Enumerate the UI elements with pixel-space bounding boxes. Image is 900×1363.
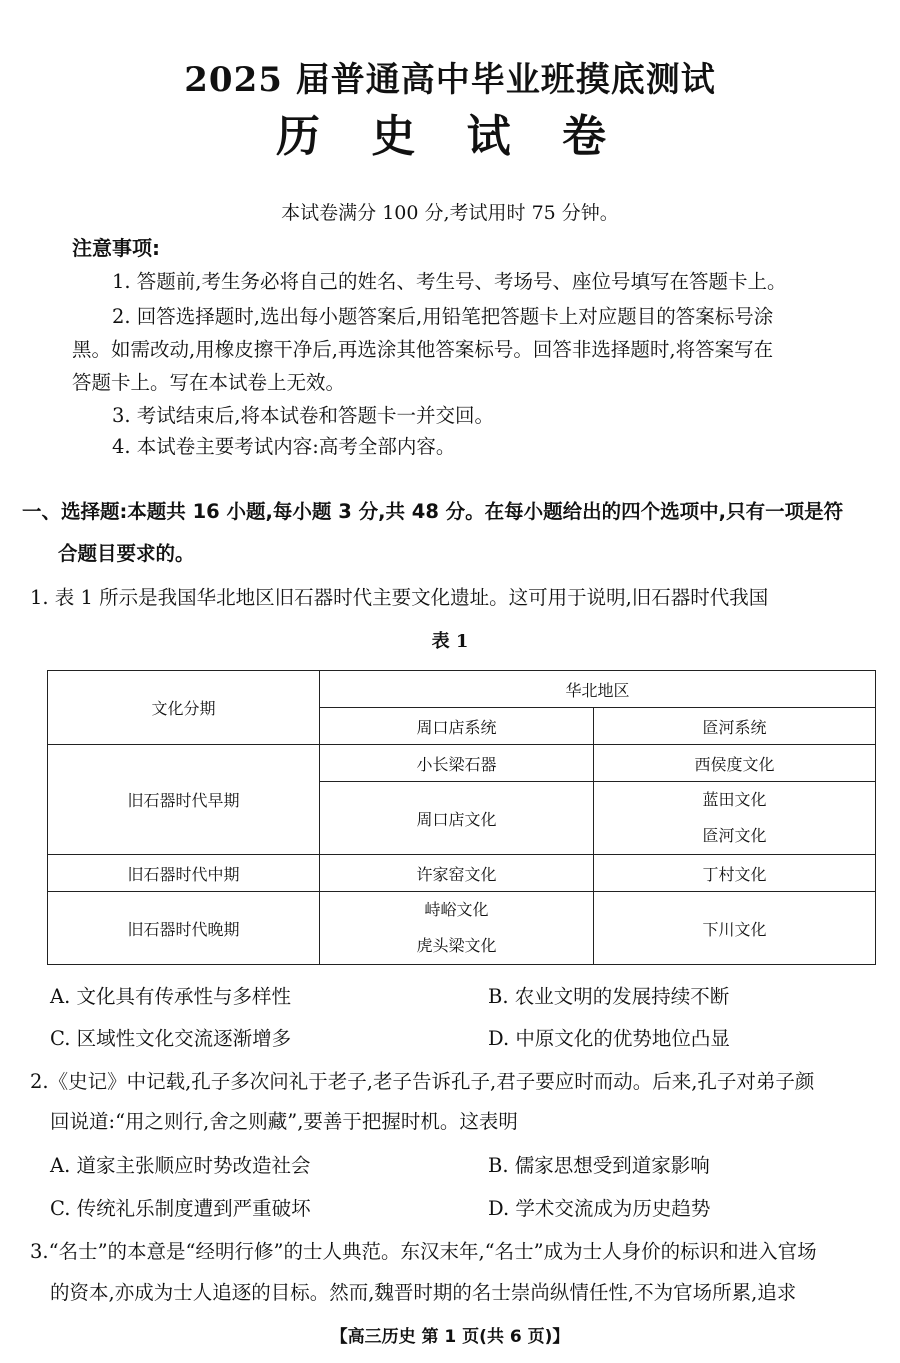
exam-info: 本试卷满分 100 分,考试用时 75 分钟。 [281, 202, 619, 224]
table-cell-line: 峙峪文化 [424, 900, 489, 919]
culture-table [47, 670, 876, 965]
table-cell: 下川文化 [594, 892, 876, 965]
period-early: 旧石器时代早期 [48, 745, 320, 855]
section-heading-cont: 合题目要求的。 [58, 542, 195, 565]
table-cell: 周口店文化 [320, 782, 594, 855]
table-cell: 小长梁石器 [320, 745, 594, 782]
table-caption: 表 1 [431, 631, 469, 652]
notice-line: 黑。如需改动,用橡皮擦干净后,再选涂其他答案标号。回答非选择题时,将答案写在 [72, 338, 774, 361]
notice-line: 3. 考试结束后,将本试卷和答题卡一并交回。 [112, 404, 495, 427]
q1-option-a: A. 文化具有传承性与多样性 [50, 985, 291, 1008]
notice-line: 2. 回答选择题时,选出每小题答案后,用铅笔把答题卡上对应题目的答案标号涂 [112, 305, 774, 328]
table-cell-line: 匼河文化 [702, 826, 767, 845]
header-region: 华北地区 [320, 671, 876, 708]
exam-subject: 历 史 试 卷 [276, 111, 624, 162]
notice-heading: 注意事项: [72, 236, 160, 260]
section-heading: 一、选择题:本题共 16 小题,每小题 3 分,共 48 分。在每小题给出的四个选项中,只有一项是符 [22, 500, 844, 523]
q1-option-c: C. 区域性文化交流逐渐增多 [50, 1027, 292, 1050]
q2-option-a: A. 道家主张顺应时势改造社会 [50, 1154, 311, 1177]
exam-title: 2025 届普通高中毕业班摸底测试 [184, 60, 716, 100]
table-cell-line: 虎头梁文化 [416, 936, 497, 955]
notice-line: 4. 本试卷主要考试内容:高考全部内容。 [112, 435, 456, 458]
header-period: 文化分期 [48, 671, 320, 745]
table-cell-line: 蓝田文化 [702, 790, 767, 809]
table-cell [594, 782, 876, 855]
notice-line: 答题卡上。写在本试卷上无效。 [72, 371, 346, 394]
q2-option-b: B. 儒家思想受到道家影响 [488, 1154, 710, 1177]
q1-option-b: B. 农业文明的发展持续不断 [488, 985, 730, 1008]
table-cell: 丁村文化 [594, 855, 876, 892]
q2-option-d: D. 学术交流成为历史趋势 [488, 1197, 711, 1220]
question-3-stem-cont: 的资本,亦成为士人追逐的目标。然而,魏晋时期的名士崇尚纵情任性,不为官场所累,追求 [50, 1281, 797, 1304]
notice-line: 1. 答题前,考生务必将自己的姓名、考生号、考场号、座位号填写在答题卡上。 [112, 270, 787, 293]
q1-option-d: D. 中原文化的优势地位凸显 [488, 1027, 730, 1050]
q2-option-c: C. 传统礼乐制度遭到严重破坏 [50, 1197, 311, 1220]
page-footer: 【高三历史 第 1 页(共 6 页)】 [330, 1327, 570, 1347]
header-kehe: 匼河系统 [594, 708, 876, 745]
table-cell [320, 892, 594, 965]
question-1-stem: 1. 表 1 所示是我国华北地区旧石器时代主要文化遗址。这可用于说明,旧石器时代我国 [30, 586, 769, 609]
question-2-stem-cont: 回说道:“用之则行,舍之则藏”,要善于把握时机。这表明 [50, 1110, 518, 1133]
question-2-stem: 2.《史记》中记载,孔子多次问礼于老子,老子告诉孔子,君子要应时而动。后来,孔子对弟子颜 [30, 1070, 815, 1093]
question-3-stem: 3.“名士”的本意是“经明行修”的士人典范。东汉末年,“名士”成为士人身价的标识和进入官场 [30, 1240, 817, 1263]
table-cell: 西侯度文化 [594, 745, 876, 782]
period-middle: 旧石器时代中期 [48, 855, 320, 892]
header-zhoukoudian: 周口店系统 [320, 708, 594, 745]
table-cell: 许家窑文化 [320, 855, 594, 892]
period-late: 旧石器时代晚期 [48, 892, 320, 965]
